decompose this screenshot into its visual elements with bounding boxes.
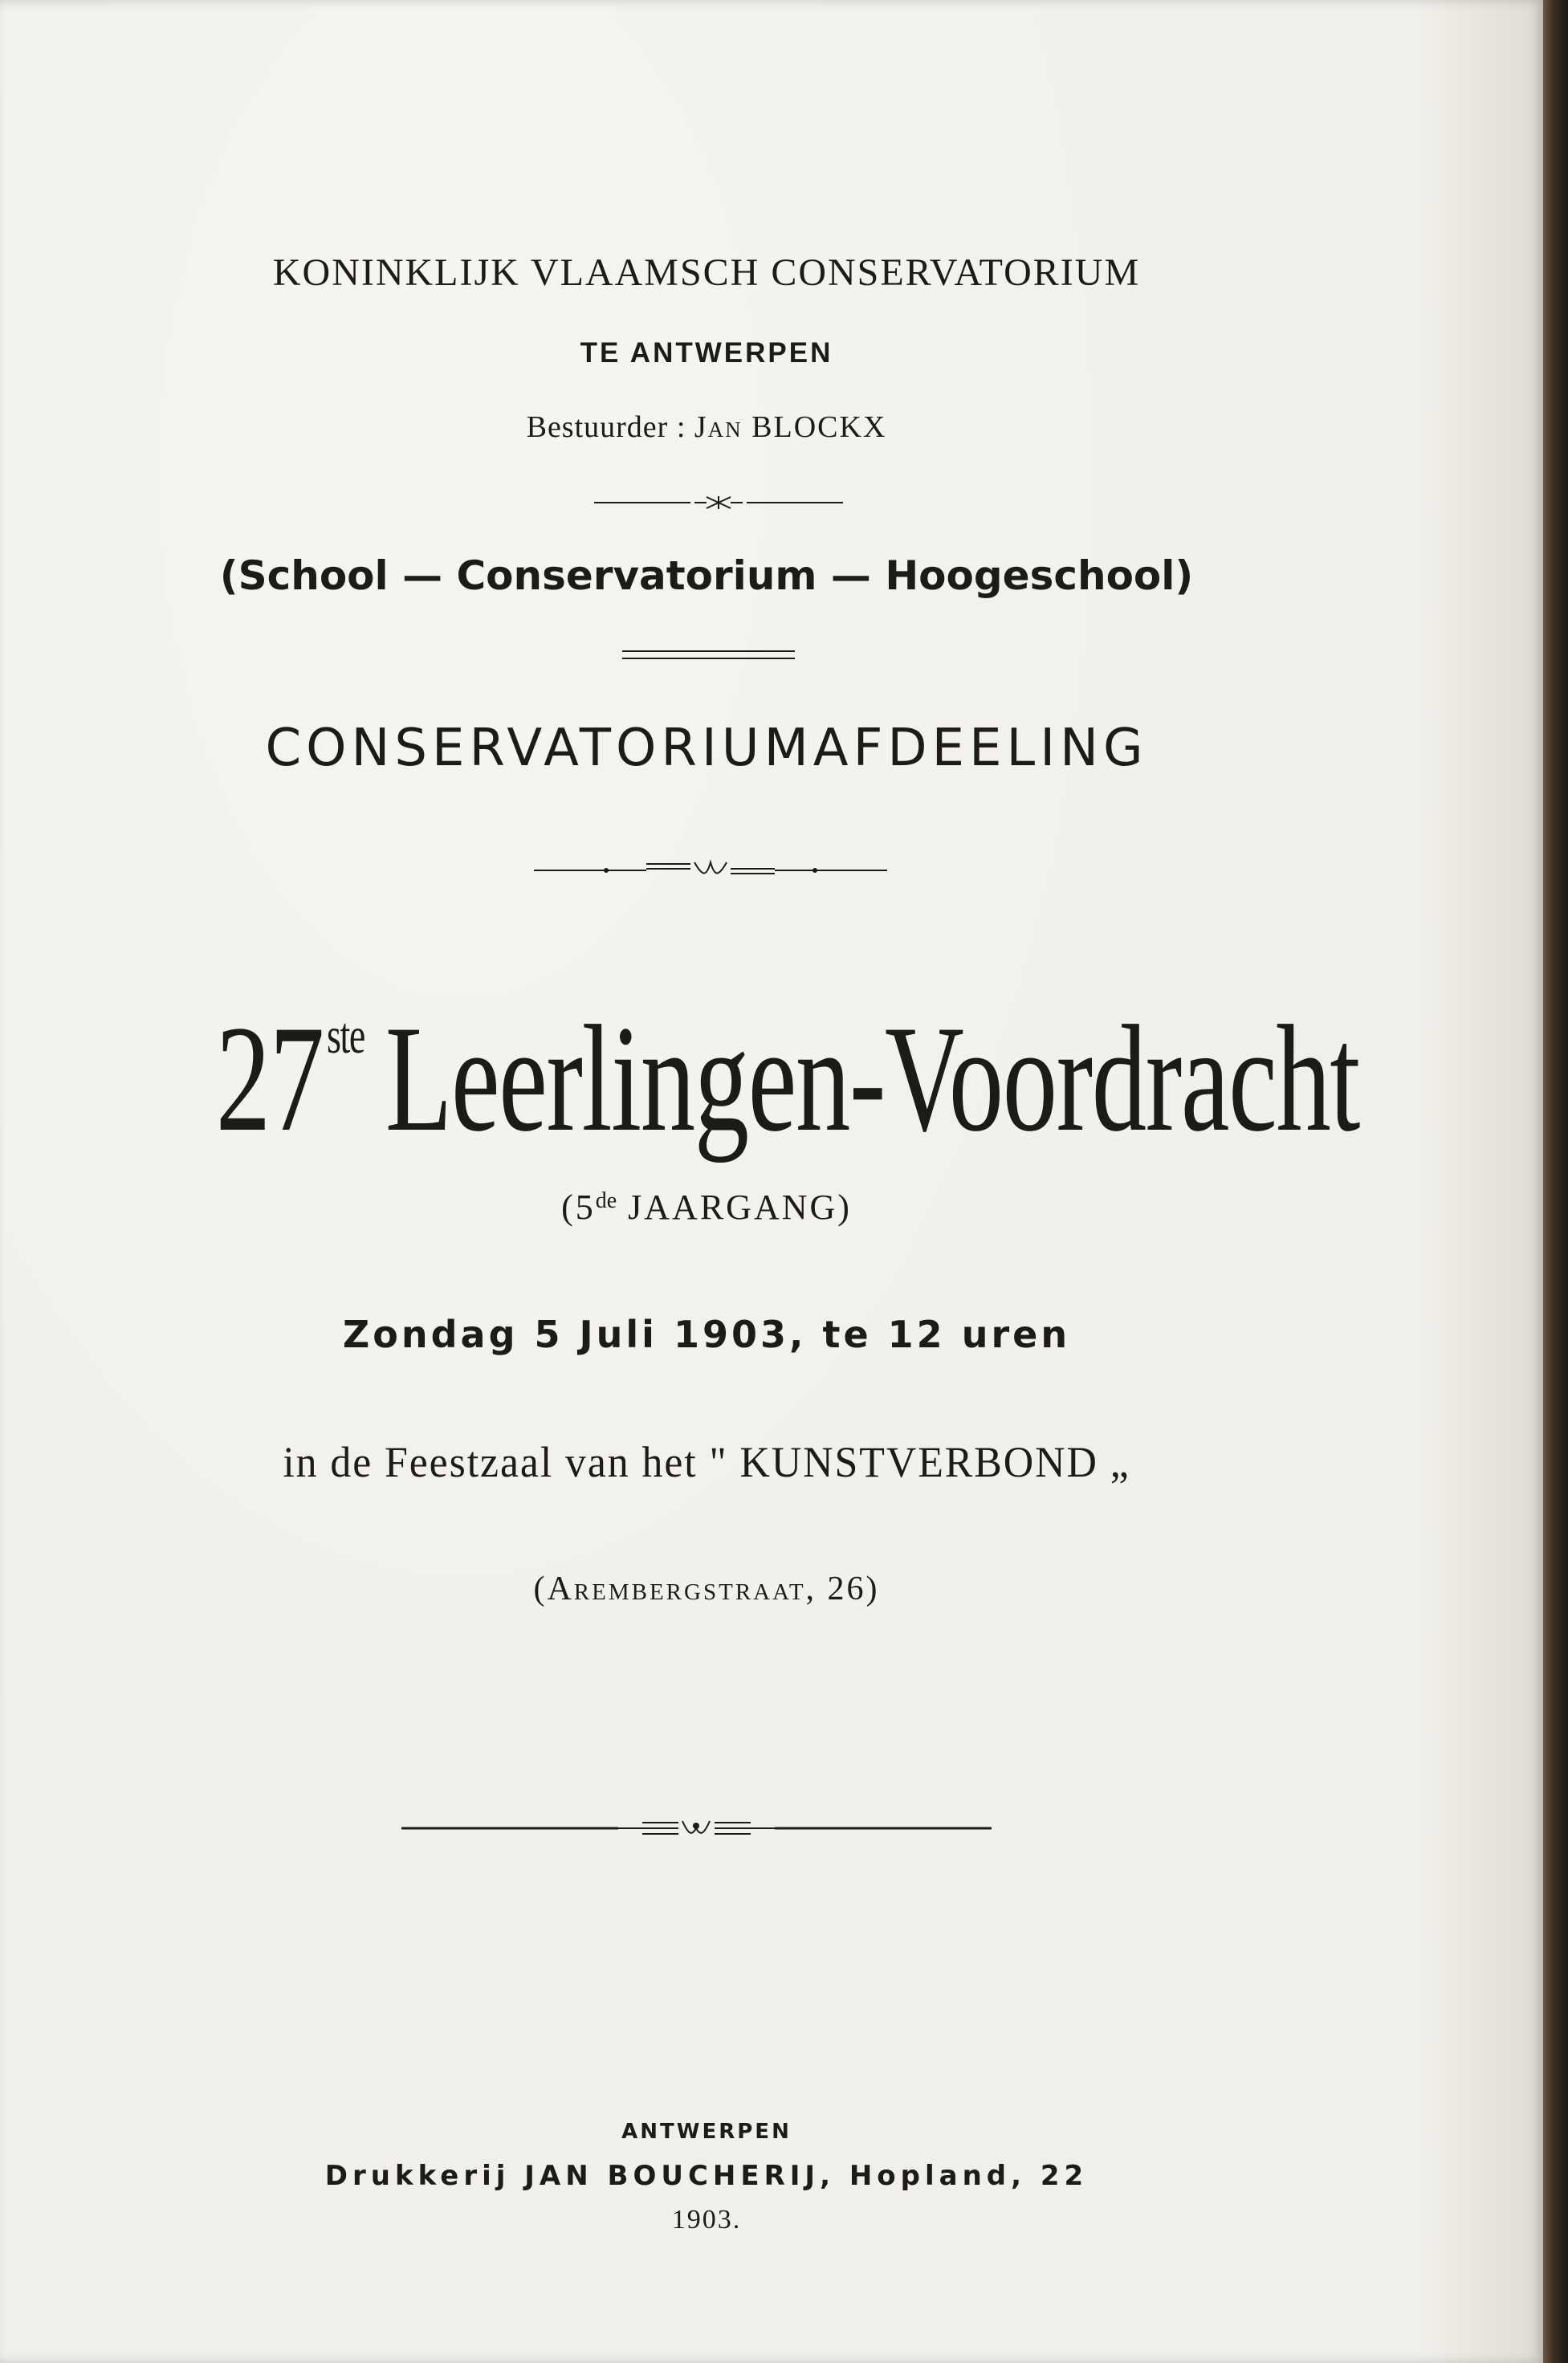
institution-name: KONINKLIJK VLAAMSCH CONSERVATORIUM [272,251,1141,294]
book-edge [1543,0,1568,2363]
ornament-divider-small [594,494,843,511]
director-label: Bestuurder : [526,410,686,444]
printer-city: ANTWERPEN [621,2120,792,2144]
year-course-rest: JAARGANG) [617,1188,852,1227]
division-title: CONSERVATORIUMAFDEELING [265,719,1148,778]
director-name: Jan BLOCKX [694,410,887,444]
edition-ordinal: ste [327,1007,365,1064]
director-line [0,409,1413,445]
printer-name: Drukkerij JAN BOUCHERIJ, Hopland, 22 [324,2160,1089,2192]
event-venue: in de Feestzaal van het " KUNSTVERBOND „ [283,1438,1130,1486]
edition-number: 27 [215,995,324,1163]
print-year: 1903. [671,2205,742,2235]
sections-line: (School — Conservatorium — Hoogeschool) [219,552,1194,599]
year-course [0,1187,1413,1228]
venue-address: (Arembergstraat, 26) [533,1571,880,1607]
main-title [215,959,1359,1163]
title-text: Leerlingen-Voordracht [385,995,1359,1163]
ornament-divider-medium [534,859,887,880]
event-date: Zondag 5 Juli 1903, te 12 uren [342,1313,1071,1356]
year-course-suffix: de [595,1188,617,1213]
ornament-divider-large [401,1816,992,1840]
institution-city: TE ANTWERPEN [580,337,833,369]
year-course-open: (5 [561,1188,596,1227]
double-rule [622,649,795,662]
